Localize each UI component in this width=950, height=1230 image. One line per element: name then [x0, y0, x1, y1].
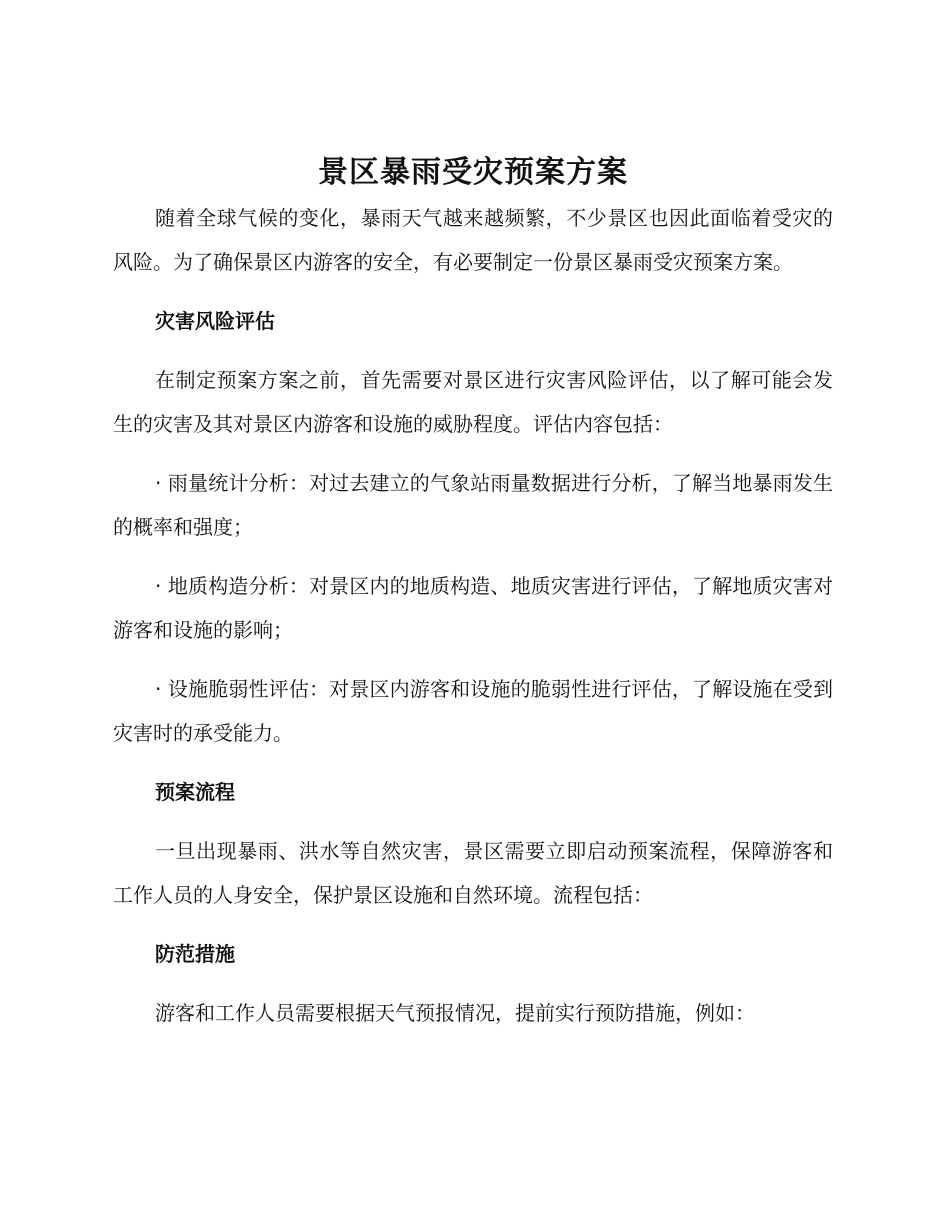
prevention-paragraph: 游客和工作人员需要根据天气预报情况，提前实行预防措施，例如：	[155, 1001, 755, 1025]
risk-assessment-paragraph: 在制定预案方案之前，首先需要对景区进行灾害风险评估，以了解可能会发生的灾害及其对景区内游客和设施的威胁程度。评估内容包括：	[113, 368, 833, 436]
plan-process-paragraph: 一旦出现暴雨、洪水等自然灾害，景区需要立即启动预案流程，保障游客和工作人员的人身安全，保护景区设施和自然环境。流程包括：	[113, 839, 833, 907]
section-heading-plan-process: 预案流程	[155, 780, 235, 804]
list-item-rainfall-analysis: · 雨量统计分析：对过去建立的气象站雨量数据进行分析，了解当地暴雨发生的概率和强度；	[113, 471, 833, 539]
list-item-facility-vulnerability: · 设施脆弱性评估：对景区内游客和设施的脆弱性进行评估，了解设施在受到灾害时的承受能力。	[113, 677, 833, 745]
document-title: 景区暴雨受灾预案方案	[318, 155, 628, 190]
section-heading-risk-assessment: 灾害风险评估	[155, 309, 275, 333]
intro-paragraph: 随着全球气候的变化，暴雨天气越来越频繁，不少景区也因此面临着受灾的风险。为了确保景区内游客的安全，有必要制定一份景区暴雨受灾预案方案。	[113, 206, 833, 274]
document-page	[113, 150, 833, 1035]
section-heading-prevention: 防范措施	[155, 942, 235, 966]
list-item-geology-analysis: · 地质构造分析：对景区内的地质构造、地质灾害进行评估，了解地质灾害对游客和设施的影响；	[113, 574, 833, 642]
